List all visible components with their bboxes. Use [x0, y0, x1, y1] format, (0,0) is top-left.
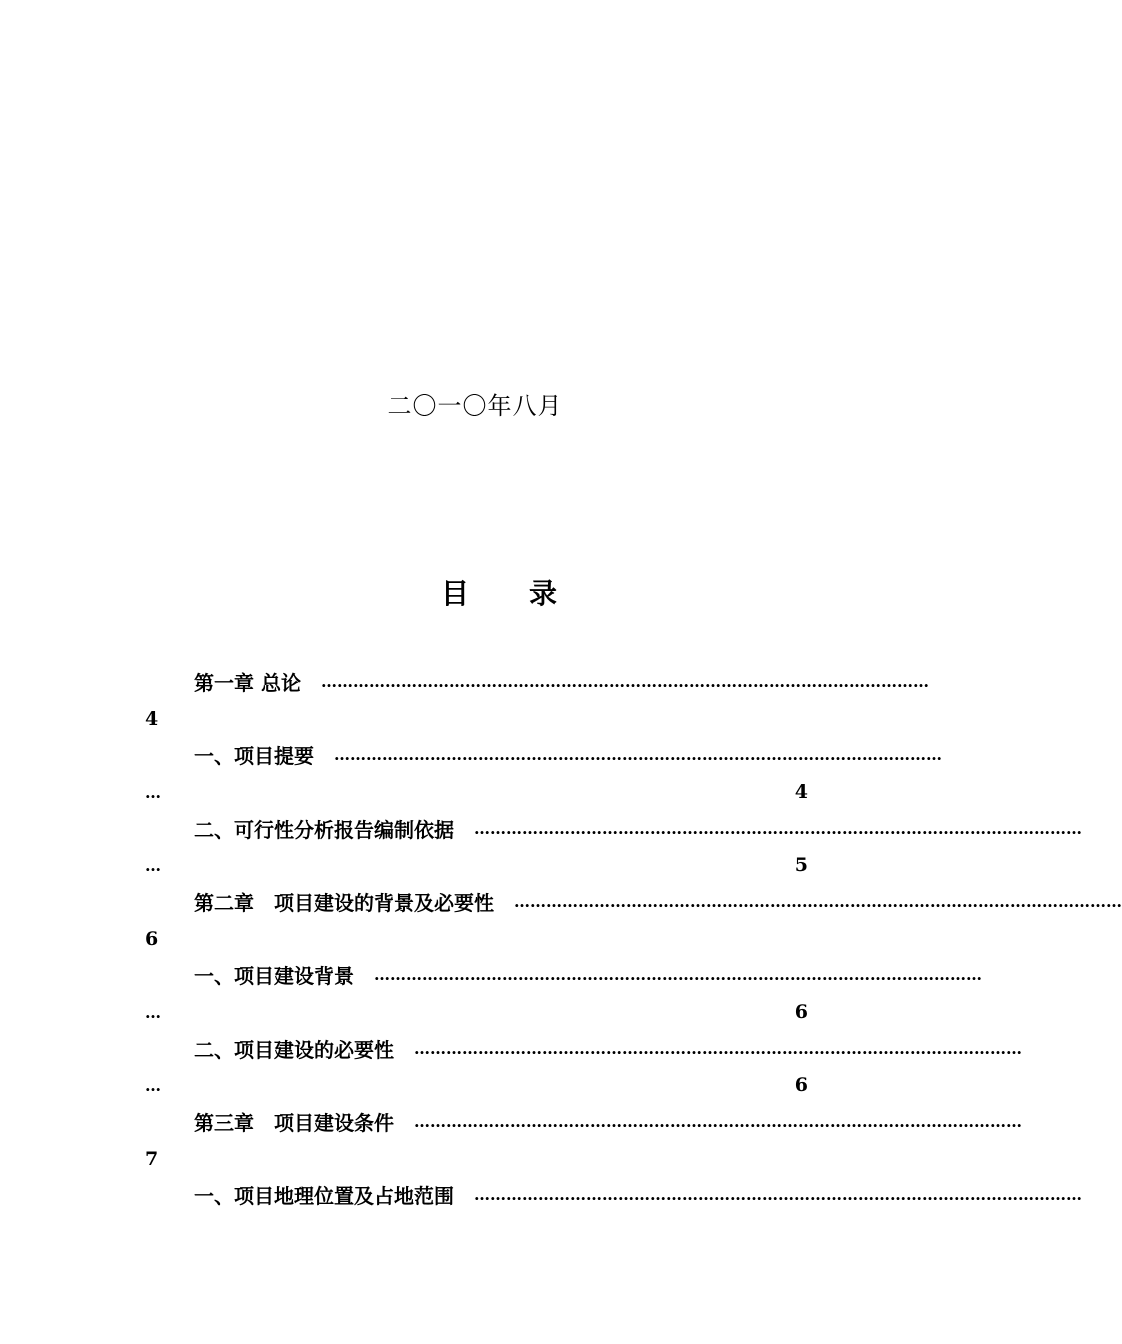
toc-entry-page: 5	[794, 854, 808, 876]
toc-entry-page: 6	[794, 1074, 808, 1096]
toc-leader-dots: ……………………………………………………………………………………………………	[474, 818, 1082, 838]
toc-entry-page-line	[145, 1070, 808, 1100]
toc-entry-section-1-2[interactable]	[194, 812, 1082, 844]
toc-entry-label: 一、项目提要	[194, 743, 314, 768]
toc-entry-page-line	[145, 1144, 808, 1174]
toc-heading	[441, 576, 557, 612]
toc-entry-label: 二、项目建设的必要性	[194, 1037, 394, 1062]
toc-leader-dots: ……………………………………………………………………………………………………	[334, 744, 942, 764]
toc-entry-page-line	[145, 777, 808, 807]
toc-entry-section-2-1[interactable]	[194, 958, 982, 990]
toc-entry-page-line	[145, 850, 808, 880]
toc-entry-label: 二、可行性分析报告编制依据	[194, 817, 454, 842]
toc-entry-label: 第一章 总论	[194, 670, 301, 695]
toc-leader-dots: …	[145, 1002, 161, 1022]
toc-entry-label: 一、项目地理位置及占地范围	[194, 1183, 454, 1208]
toc-entry-label: 一、项目建设背景	[194, 963, 354, 988]
toc-leader-dots: ……………………………………………………………………………………………………	[414, 1111, 1022, 1131]
document-date: 二〇一〇年八月	[387, 392, 563, 420]
toc-entry-page: 6	[145, 928, 159, 950]
toc-entry-label: 第二章 项目建设的背景及必要性	[194, 890, 494, 915]
toc-leader-dots: …	[145, 1075, 161, 1095]
toc-entry-page: 6	[794, 1001, 808, 1023]
toc-entry-section-1-1[interactable]	[194, 738, 942, 770]
toc-entry-chapter-3[interactable]	[194, 1105, 1022, 1137]
toc-leader-dots: ……………………………………………………………………………………………………	[414, 1038, 1022, 1058]
toc-leader-dots: …	[145, 782, 161, 802]
toc-entry-chapter-1[interactable]	[194, 665, 929, 697]
toc-entry-page: 4	[794, 781, 808, 803]
toc-entry-section-3-1[interactable]	[194, 1178, 1082, 1210]
toc-leader-dots: ……………………………………………………………………………………………………	[320, 671, 929, 691]
toc-entry-page: 7	[145, 1148, 159, 1170]
toc-heading-left: 目	[441, 577, 470, 610]
toc-leader-dots: ……………………………………………………………………………………………………	[474, 1184, 1082, 1204]
toc-entry-page: 4	[145, 708, 159, 730]
toc-heading-right: 录	[529, 577, 558, 610]
toc-entry-page-line	[145, 997, 808, 1027]
toc-entry-chapter-2[interactable]	[194, 885, 1122, 917]
toc-leader-dots: ……………………………………………………………………………………………………	[514, 891, 1122, 911]
toc-entry-page-line	[145, 924, 808, 954]
toc-entry-label: 第三章 项目建设条件	[194, 1110, 394, 1135]
toc-leader-dots: ……………………………………………………………………………………………………	[374, 964, 982, 984]
toc-entry-page-line	[145, 704, 808, 734]
toc-entry-section-2-2[interactable]	[194, 1032, 1022, 1064]
toc-leader-dots: …	[145, 855, 161, 875]
